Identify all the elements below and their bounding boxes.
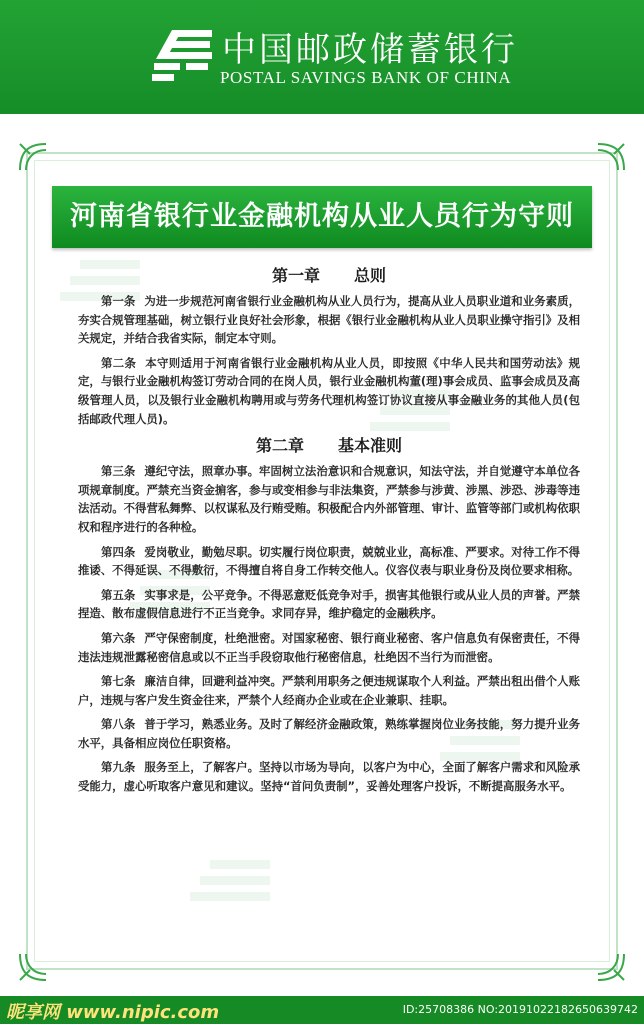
site-name: 昵享网 www.nipic.com bbox=[6, 1002, 220, 1023]
article-paragraph bbox=[78, 629, 580, 666]
article-text: 严守保密制度，杜绝泄密。对国家秘密、银行商业秘密、客户信息负有保密责任，不得违法违规泄露秘密信息或以不正当手段窃取他行秘密信息，杜绝因不当行为而泄密。 bbox=[78, 630, 580, 664]
article-paragraph bbox=[78, 354, 580, 428]
article-number: 第七条 bbox=[101, 674, 136, 689]
article-text: 本守则适用于河南省银行业金融机构从业人员，即按照《中华人民共和国劳动法》规定，与银行业金融机构签订劳动合同的在岗人员，银行业金融机构董(理)事会成员、监事会成员及高级管理人员，以及银行业金融机构聘用或与劳务代理机构签订协议直接从事金融业务的其他人员(包括邮政代理人员)。 bbox=[78, 355, 580, 426]
title-banner bbox=[52, 186, 592, 248]
chapter-heading bbox=[78, 264, 580, 288]
article-text: 廉洁自律，回避利益冲突。严禁利用职务之便违规谋取个人利益。严禁出租出借个人账户，违规与客户发生资金往来，严禁个人经商办企业或在企业兼职、挂职。 bbox=[78, 674, 580, 707]
bank-header bbox=[0, 0, 644, 114]
chapter-heading bbox=[78, 434, 580, 458]
page-title: 河南省银行业金融机构从业人员行为守则 bbox=[70, 201, 574, 232]
article-paragraph bbox=[78, 758, 580, 795]
article-paragraph bbox=[78, 586, 580, 623]
article-text: 爱岗敬业，勤勉尽职。切实履行岗位职责，兢兢业业，高标准、严要求。对待工作不得推诿、不得延误、不得敷衍，不得擅自将自身工作转交他人。仪容仪表与职业身份及岗位要求相称。 bbox=[78, 544, 580, 578]
corner-ornament-icon bbox=[16, 140, 50, 174]
bank-name-chinese: 中国邮政储蓄银行 bbox=[222, 30, 518, 70]
article-text: 服务至上，了解客户。坚持以市场为导向，以客户为中心，全面了解客户需求和风险承受能力，虚心听取客户意见和建议。坚持“首问负责制”，妥善处理客户投诉，不断提高服务水平。 bbox=[78, 760, 580, 794]
file-id: ID:25708386 NO:20191022182650639742 bbox=[402, 1003, 638, 1016]
article-number: 第六条 bbox=[101, 630, 136, 645]
article-number: 第九条 bbox=[101, 760, 136, 775]
article-paragraph bbox=[78, 715, 580, 752]
chapter-number: 第一章 bbox=[271, 266, 320, 285]
article-paragraph bbox=[78, 462, 580, 536]
article-number: 第二条 bbox=[101, 355, 137, 370]
article-number: 第三条 bbox=[101, 464, 136, 479]
article-text: 实事求是，公平竞争。不得恶意贬低竞争对手，损害其他银行或从业人员的声誉。严禁捏造、散布虚假信息进行不正当竞争。求同存异，维护稳定的金融秩序。 bbox=[78, 587, 580, 621]
article-number: 第四条 bbox=[101, 544, 136, 559]
chapter-name: 总则 bbox=[354, 266, 387, 285]
article-paragraph bbox=[78, 543, 580, 580]
bank-name-english: POSTAL SAVINGS BANK OF CHINA bbox=[220, 68, 512, 87]
article-number: 第八条 bbox=[101, 717, 136, 732]
article-number: 第一条 bbox=[101, 294, 136, 308]
article-text: 遵纪守法，照章办事。牢固树立法治意识和合规意识，知法守法，并自觉遵守本单位各项规章制度。严禁充当资金掮客，参与或变相参与非法集资，严禁参与涉黄、涉黑、涉恐、涉毒等违法活动。不得营私舞弊、以权谋私及行贿受贿。积极配合内外部管理、审计、监管等部门或机构依职权和程序进行的各种检。 bbox=[78, 464, 580, 534]
article-number: 第五条 bbox=[101, 587, 136, 602]
postal-savings-logo-icon bbox=[152, 26, 214, 84]
article-text: 普于学习，熟悉业务。及时了解经济金融政策，熟练掌握岗位业务技能，努力提升业务水平，具备相应岗位任职资格。 bbox=[78, 717, 580, 750]
corner-ornament-icon bbox=[594, 140, 628, 174]
article-text: 为进一步规范河南省银行业金融机构从业人员行为，提高从业人员职业道和业务素质，夯实合规管理基础，树立银行业良好社会形象，根据《银行业金融机构从业人员职业操守指引》及相关规定，并结合我省实际，制定本守则。 bbox=[78, 294, 580, 346]
site-watermark bbox=[6, 998, 219, 1024]
code-of-conduct-content bbox=[78, 262, 580, 802]
chapter-name: 基本准则 bbox=[338, 436, 403, 456]
chapter-number: 第二章 bbox=[255, 436, 304, 456]
article-paragraph bbox=[78, 292, 580, 348]
article-paragraph bbox=[78, 672, 580, 709]
